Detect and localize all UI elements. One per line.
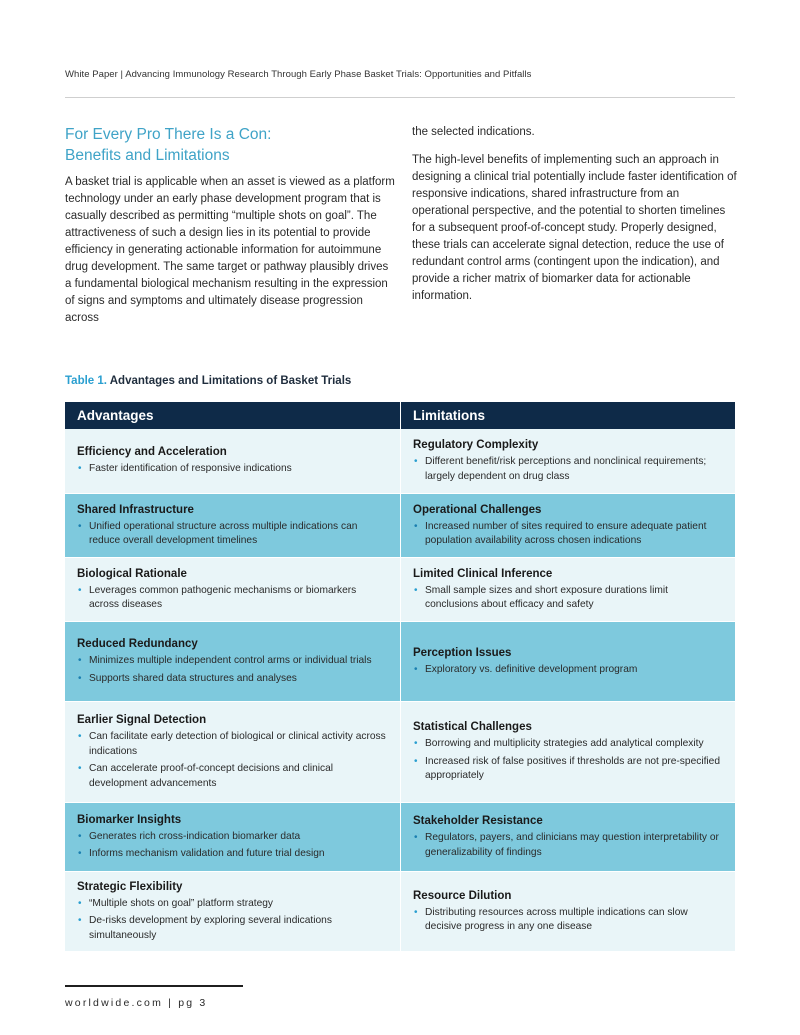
advantage-bullet: • De-risks development by exploring several indications simultaneously bbox=[77, 914, 388, 943]
right-column bbox=[412, 124, 737, 305]
table-row bbox=[65, 621, 735, 701]
limitation-bullet-list bbox=[413, 906, 723, 935]
table-body bbox=[65, 429, 735, 951]
limitation-cell bbox=[400, 622, 735, 701]
table-row bbox=[65, 802, 735, 871]
advantage-bullet-list bbox=[77, 654, 388, 686]
limitation-bullet: • Borrowing and multiplicity strategies add analytical complexity bbox=[413, 737, 723, 752]
table-caption-number: Table 1. bbox=[65, 375, 107, 387]
advantage-bullet: • Faster identification of responsive indications bbox=[77, 462, 388, 477]
limitation-title: Stakeholder Resistance bbox=[413, 815, 543, 827]
limitation-cell bbox=[400, 558, 735, 621]
table-row bbox=[65, 701, 735, 802]
header-divider bbox=[65, 97, 735, 98]
advantage-title: Biological Rationale bbox=[77, 567, 187, 580]
advantage-cell bbox=[65, 622, 400, 701]
limitation-bullet-list bbox=[413, 520, 723, 549]
advantage-bullet-list bbox=[77, 584, 388, 613]
advantage-bullet: • Leverages common pathogenic mechanisms or biomarkers across diseases bbox=[77, 584, 388, 613]
limitation-title: Limited Clinical Inference bbox=[413, 567, 553, 580]
table-row bbox=[65, 557, 735, 621]
left-paragraph: A basket trial is applicable when an asset is viewed as a platform technology under an early phase development program that is casually described as permitting “multiple shots on goal”. The attractiveness of such a design lies in its potential to provide efficiency in generating actionable information for autoimmune drug development. The same target or pathway plausibly drives a fundamental biological mechanism resulting in the expression of signs and symptoms and ultimately disease progression across bbox=[65, 176, 395, 324]
advantage-title: Efficiency and Acceleration bbox=[77, 446, 227, 459]
right-paragraph-2: The high-level benefits of implementing such an approach in designing a clinical trial potentially include faster identification of responsive indications, shared infrastructure from an operational perspective, and the potential to shorten timelines for a subsequent proof-of-concept study. Properly designed, these trials can accelerate signal detection, reduce the use of redundant control arms (contingent upon the indication), and provide a richer matrix of biomarker data for actionable information. bbox=[412, 154, 737, 302]
limitation-bullet-list bbox=[413, 584, 723, 613]
limitation-bullet-list bbox=[413, 737, 723, 784]
advantage-bullet-list bbox=[77, 730, 388, 791]
advantage-title: Earlier Signal Detection bbox=[77, 714, 207, 726]
limitation-title: Resource Dilution bbox=[413, 889, 512, 902]
footer-divider bbox=[65, 985, 243, 987]
left-column bbox=[65, 124, 395, 327]
table-row bbox=[65, 493, 735, 557]
advantage-bullet: • Informs mechanism validation and future trial design bbox=[77, 847, 388, 862]
limitation-cell bbox=[400, 494, 735, 557]
table-row bbox=[65, 429, 735, 493]
limitation-title: Statistical Challenges bbox=[413, 721, 532, 734]
advantage-bullet-list bbox=[77, 462, 388, 477]
footer-text: worldwide.com | pg 3 bbox=[65, 997, 208, 1009]
limitation-bullet: • Regulators, payers, and clinicians may question interpretability or generalizability of findings bbox=[413, 831, 723, 860]
advantage-cell bbox=[65, 702, 400, 802]
limitation-bullet-list bbox=[413, 663, 723, 678]
advantage-bullet: • Can facilitate early detection of biological or clinical activity across indications bbox=[77, 730, 388, 759]
limitation-cell bbox=[400, 429, 735, 493]
table-header-limitations: Limitations bbox=[400, 402, 735, 429]
section-title-line-2: Benefits and Limitations bbox=[65, 147, 230, 164]
limitation-title: Perception Issues bbox=[413, 646, 512, 659]
advantage-title: Shared Infrastructure bbox=[77, 503, 194, 516]
limitation-bullet: • Increased risk of false positives if thresholds are not pre-specified appropriately bbox=[413, 755, 723, 784]
advantage-bullet: • Generates rich cross-indication biomarker data bbox=[77, 830, 388, 845]
advantage-cell bbox=[65, 803, 400, 871]
limitation-cell bbox=[400, 872, 735, 951]
advantage-bullet: • Unified operational structure across multiple indications can reduce overall development timelines bbox=[77, 520, 388, 549]
limitation-bullet: • Small sample sizes and short exposure durations limit conclusions about efficacy and safety bbox=[413, 584, 723, 613]
limitation-bullet: • Distributing resources across multiple indications can slow decisive progress in any one disease bbox=[413, 906, 723, 935]
advantage-bullet-list bbox=[77, 897, 388, 944]
advantage-title: Strategic Flexibility bbox=[77, 880, 183, 893]
advantage-bullet: • Minimizes multiple independent control arms or individual trials bbox=[77, 654, 388, 669]
table-header-row bbox=[65, 402, 735, 429]
advantage-cell bbox=[65, 872, 400, 951]
table-row bbox=[65, 871, 735, 951]
limitation-title: Operational Challenges bbox=[413, 503, 542, 516]
section-title-line-1: For Every Pro There Is a Con: bbox=[65, 126, 272, 143]
section-title bbox=[65, 124, 395, 166]
advantages-limitations-table bbox=[65, 402, 735, 951]
advantage-title: Biomarker Insights bbox=[77, 813, 182, 826]
advantage-title: Reduced Redundancy bbox=[77, 638, 198, 650]
right-paragraph-1: the selected indications. bbox=[412, 126, 535, 138]
table-caption-text: Advantages and Limitations of Basket Trials bbox=[106, 375, 352, 387]
table-header-advantages: Advantages bbox=[77, 408, 154, 423]
limitation-cell bbox=[400, 702, 735, 802]
limitation-bullet: • Exploratory vs. definitive development program bbox=[413, 663, 723, 678]
advantage-cell bbox=[65, 429, 400, 493]
advantage-bullet: • Can accelerate proof-of-concept decisions and clinical development advancements bbox=[77, 762, 388, 791]
table-caption bbox=[65, 375, 351, 387]
advantage-bullet-list bbox=[77, 520, 388, 549]
limitation-bullet: • Different benefit/risk perceptions and nonclinical requirements; largely dependent on drug class bbox=[413, 455, 723, 484]
advantage-cell bbox=[65, 494, 400, 557]
advantage-bullet: • “Multiple shots on goal” platform strategy bbox=[77, 897, 388, 912]
advantage-cell bbox=[65, 558, 400, 621]
advantage-bullet: • Supports shared data structures and analyses bbox=[77, 672, 388, 687]
limitation-title: Regulatory Complexity bbox=[413, 439, 539, 451]
advantage-bullet-list bbox=[77, 830, 388, 862]
limitation-bullet-list bbox=[413, 831, 723, 860]
limitation-cell bbox=[400, 803, 735, 871]
limitation-bullet-list bbox=[413, 455, 723, 484]
running-header: White Paper | Advancing Immunology Research Through Early Phase Basket Trials: Opportunities and Pitfalls bbox=[65, 69, 532, 80]
limitation-bullet: • Increased number of sites required to ensure adequate patient population availability across chosen indications bbox=[413, 520, 723, 549]
